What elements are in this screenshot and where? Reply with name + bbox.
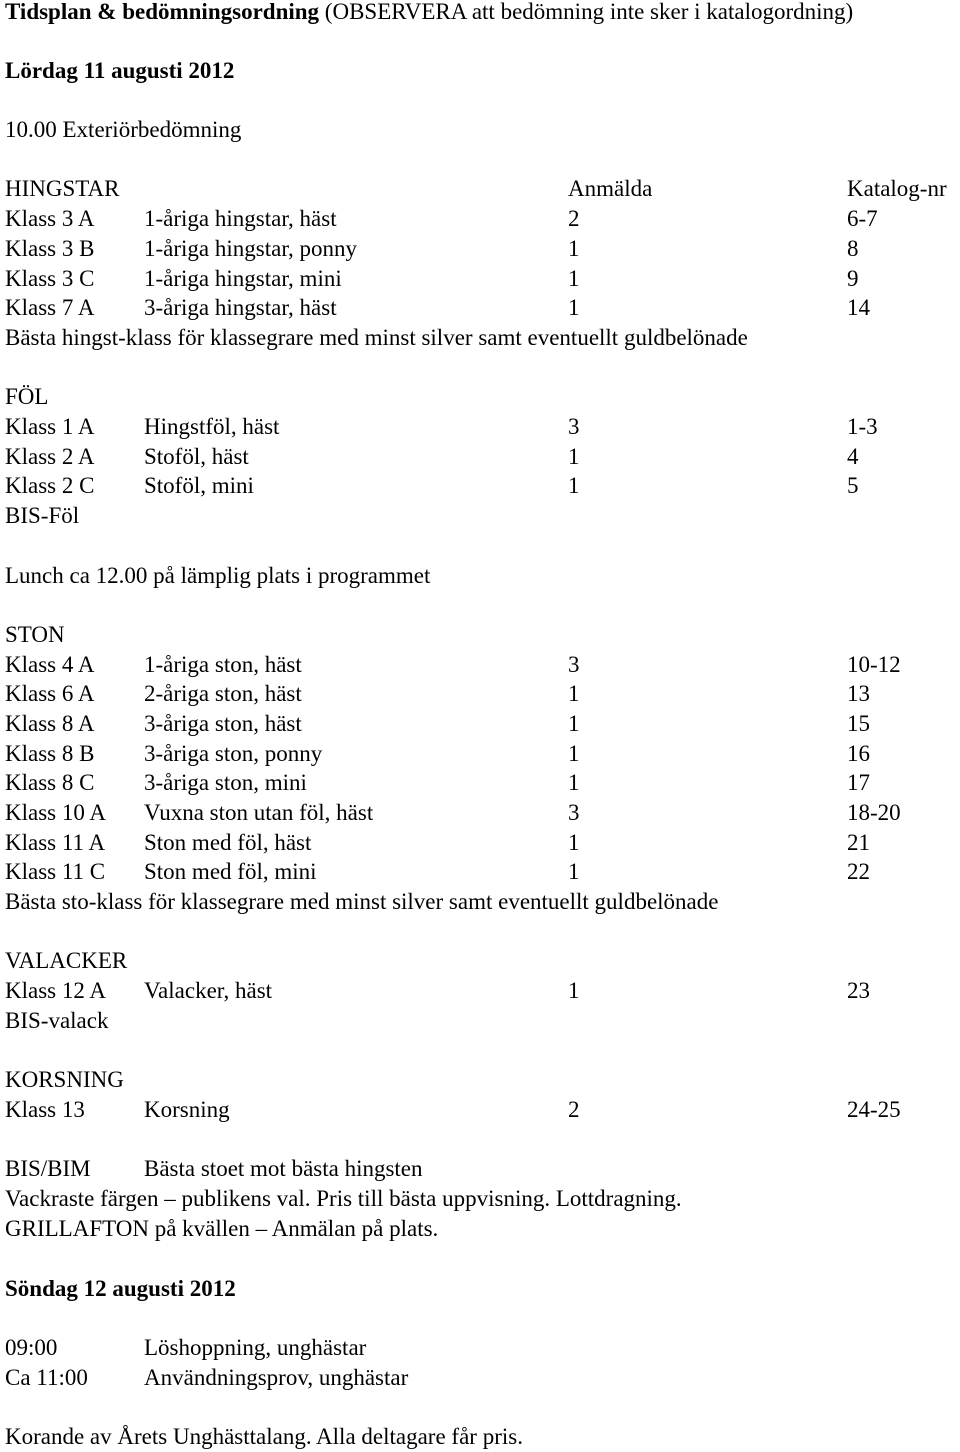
class-id: Klass 3 A xyxy=(5,206,95,231)
class-description: Stoföl, häst xyxy=(144,444,249,469)
class-description: Hingstföl, häst xyxy=(144,414,280,439)
catalog-number: 4 xyxy=(847,444,859,469)
catalog-number: 5 xyxy=(847,473,859,498)
group-heading-hingstar: HINGSTAR xyxy=(5,176,120,201)
class-row xyxy=(5,471,960,501)
catalog-number: 22 xyxy=(847,859,870,884)
group-heading-valacker: VALACKER xyxy=(5,948,128,973)
catalog-number: 18-20 xyxy=(847,800,901,825)
class-id: Klass 2 A xyxy=(5,444,95,469)
catalog-number: 1-3 xyxy=(847,414,878,439)
class-id: Klass 10 A xyxy=(5,800,106,825)
catalog-number: 9 xyxy=(847,266,859,291)
class-description: 1-åriga hingstar, mini xyxy=(144,266,342,291)
bis-fol: BIS-Föl xyxy=(5,503,80,528)
title-bold: Tidsplan & bedömningsordning xyxy=(5,0,320,24)
day2-footer: Korande av Årets Unghästtalang. Alla deltagare får pris. xyxy=(5,1424,523,1449)
class-description: 3-åriga ston, mini xyxy=(144,770,307,795)
catalog-number: 17 xyxy=(847,770,870,795)
entry-count: 1 xyxy=(568,859,580,884)
schedule-time: Ca 11:00 xyxy=(5,1365,88,1390)
class-id: Klass 2 C xyxy=(5,473,95,498)
class-id: Klass 3 C xyxy=(5,266,95,291)
document-title xyxy=(5,0,960,27)
class-id: Klass 11 C xyxy=(5,859,106,884)
class-row xyxy=(5,204,960,234)
class-description: Stoföl, mini xyxy=(144,473,254,498)
class-description: Vuxna ston utan föl, häst xyxy=(144,800,374,825)
bis-bim-description: Bästa stoet mot bästa hingsten xyxy=(144,1156,423,1181)
day1-start: 10.00 Exteriörbedömning xyxy=(5,117,242,142)
hingstar-header-row xyxy=(5,174,960,204)
group-heading-fol: FÖL xyxy=(5,384,49,409)
class-row xyxy=(5,679,960,709)
class-description: Valacker, häst xyxy=(144,978,273,1003)
class-id: Klass 11 A xyxy=(5,830,106,855)
entry-count: 1 xyxy=(568,770,580,795)
class-row xyxy=(5,293,960,323)
entry-count: 1 xyxy=(568,473,580,498)
class-description: Ston med föl, häst xyxy=(144,830,312,855)
group-heading-korsning: KORSNING xyxy=(5,1067,124,1092)
bis-bim-label: BIS/BIM xyxy=(5,1156,91,1181)
class-row xyxy=(5,798,960,828)
hingstar-note: Bästa hingst-klass för klassegrare med minst silver samt eventuellt guldbelönade xyxy=(5,325,748,350)
title-note: (OBSERVERA att bedömning inte sker i katalogordning) xyxy=(319,0,854,24)
column-header-anmalda: Anmälda xyxy=(568,176,653,201)
catalog-number: 24-25 xyxy=(847,1097,901,1122)
entry-count: 3 xyxy=(568,414,580,439)
schedule-row xyxy=(5,1363,960,1393)
class-row xyxy=(5,976,960,1006)
column-header-katalog: Katalog-nr xyxy=(847,176,947,201)
catalog-number: 21 xyxy=(847,830,870,855)
class-description: 1-åriga ston, häst xyxy=(144,652,302,677)
class-row xyxy=(5,650,960,680)
class-id: Klass 7 A xyxy=(5,295,95,320)
entry-count: 1 xyxy=(568,978,580,1003)
entry-count: 1 xyxy=(568,711,580,736)
catalog-number: 14 xyxy=(847,295,870,320)
class-id: Klass 3 B xyxy=(5,236,95,261)
class-description: 2-åriga ston, häst xyxy=(144,681,302,706)
entry-count: 3 xyxy=(568,652,580,677)
catalog-number: 15 xyxy=(847,711,870,736)
class-row xyxy=(5,234,960,264)
group-heading-ston: STON xyxy=(5,622,65,647)
class-id: Klass 6 A xyxy=(5,681,95,706)
class-description: Korsning xyxy=(144,1097,230,1122)
bis-valack: BIS-valack xyxy=(5,1008,109,1033)
catalog-number: 23 xyxy=(847,978,870,1003)
class-row xyxy=(5,442,960,472)
entry-count: 1 xyxy=(568,444,580,469)
day1-heading: Lördag 11 augusti 2012 xyxy=(5,58,235,83)
catalog-number: 13 xyxy=(847,681,870,706)
ston-note: Bästa sto-klass för klassegrare med minst silver samt eventuellt guldbelönade xyxy=(5,889,719,914)
class-row xyxy=(5,709,960,739)
day2-heading: Söndag 12 augusti 2012 xyxy=(5,1276,236,1301)
class-description: 3-åriga ston, häst xyxy=(144,711,302,736)
class-description: Ston med föl, mini xyxy=(144,859,317,884)
class-row xyxy=(5,412,960,442)
bis-bim-row xyxy=(5,1154,960,1184)
class-id: Klass 13 xyxy=(5,1097,85,1122)
class-description: 1-åriga hingstar, ponny xyxy=(144,236,358,261)
class-description: 3-åriga ston, ponny xyxy=(144,741,323,766)
catalog-number: 10-12 xyxy=(847,652,901,677)
schedule-time: 09:00 xyxy=(5,1335,58,1360)
entry-count: 2 xyxy=(568,1097,580,1122)
catalog-number: 16 xyxy=(847,741,870,766)
class-row xyxy=(5,828,960,858)
catalog-number: 8 xyxy=(847,236,859,261)
lunch-note: Lunch ca 12.00 på lämplig plats i programmet xyxy=(5,563,431,588)
class-description: 3-åriga hingstar, häst xyxy=(144,295,337,320)
class-id: Klass 1 A xyxy=(5,414,95,439)
class-row xyxy=(5,768,960,798)
schedule-description: Användningsprov, unghästar xyxy=(144,1365,409,1390)
extra-note: Vackraste färgen – publikens val. Pris till bästa uppvisning. Lottdragning. xyxy=(5,1186,682,1211)
class-id: Klass 8 B xyxy=(5,741,95,766)
entry-count: 1 xyxy=(568,295,580,320)
entry-count: 3 xyxy=(568,800,580,825)
entry-count: 2 xyxy=(568,206,580,231)
entry-count: 1 xyxy=(568,741,580,766)
class-row xyxy=(5,857,960,887)
class-row xyxy=(5,1095,960,1125)
entry-count: 1 xyxy=(568,681,580,706)
schedule-row xyxy=(5,1333,960,1363)
schedule-description: Löshoppning, unghästar xyxy=(144,1335,367,1360)
class-row xyxy=(5,264,960,294)
class-description: 1-åriga hingstar, häst xyxy=(144,206,337,231)
class-id: Klass 8 C xyxy=(5,770,95,795)
class-row xyxy=(5,739,960,769)
entry-count: 1 xyxy=(568,830,580,855)
class-id: Klass 12 A xyxy=(5,978,106,1003)
entry-count: 1 xyxy=(568,266,580,291)
class-id: Klass 4 A xyxy=(5,652,95,677)
class-id: Klass 8 A xyxy=(5,711,95,736)
catalog-number: 6-7 xyxy=(847,206,878,231)
grillafton-note: GRILLAFTON på kvällen – Anmälan på plats. xyxy=(5,1216,439,1241)
entry-count: 1 xyxy=(568,236,580,261)
